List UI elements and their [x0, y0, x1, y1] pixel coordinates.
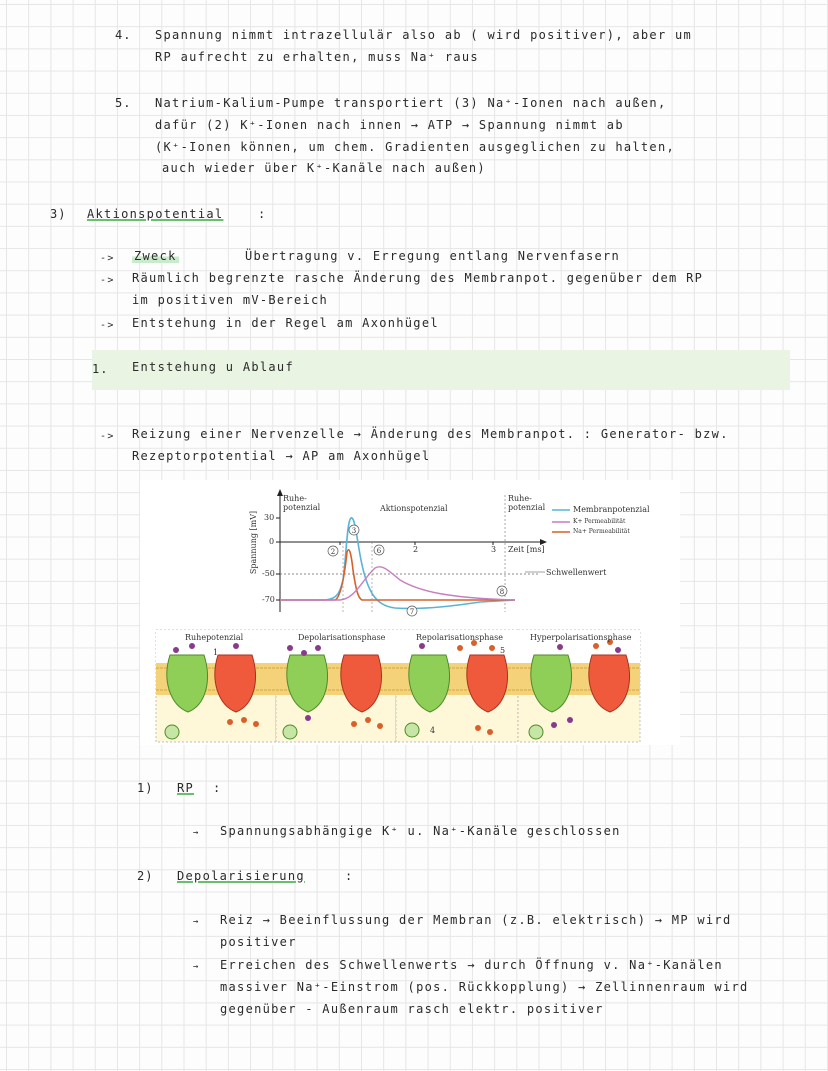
phase-aktion: Aktionspotenzial — [380, 504, 448, 513]
legend-k: K+ Permeabilität — [573, 518, 626, 525]
marker-2-label: 2 — [330, 548, 336, 556]
x-tick-label-3: 3 — [491, 545, 497, 554]
sub2-bullet-2-line-3: gegenüber - Außenraum rasch elektr. positiver — [220, 1002, 604, 1016]
sub1-arrow: → — [193, 828, 200, 838]
subsection-2-number: 2) — [137, 869, 154, 883]
bullet-3: Entstehung in der Regel am Axonhügel — [132, 316, 439, 330]
na-permeability-curve — [280, 550, 515, 600]
y-tick-label-minus50: -50 — [262, 569, 275, 578]
legend-mp: Membranpotenzial — [573, 505, 650, 514]
bullet-2-line-2: im positiven mV-Bereich — [132, 293, 329, 307]
x-tick-label-2: 2 — [413, 545, 419, 554]
y-tick-label-0: 0 — [269, 537, 275, 546]
item-5-line-3: (K⁺-Ionen können, um chem. Gradienten ausgeglichen zu halten, — [155, 140, 676, 154]
reiz-line-1: Reizung einer Nervenzelle → Änderung des Membranpot. : Generator- bzw. — [132, 427, 729, 441]
bullet-arrow-1: -> — [100, 253, 115, 264]
phase-ruhe-right: Ruhe- potenzial — [508, 494, 546, 512]
phase-ruhe-left: Ruhe- potenzial — [283, 494, 321, 512]
subsection-2-colon: : — [345, 869, 354, 883]
section-3-colon: : — [258, 207, 267, 221]
bullet-2-line-1: Räumlich begrenzte rasche Änderung des Membranpot. gegenüber dem RP — [132, 271, 704, 285]
sub2-bullet-2-line-1: Erreichen des Schwellenwerts → durch Öffnung v. Na⁺-Kanälen — [220, 958, 723, 972]
marker-6-label: 6 — [376, 547, 382, 555]
marker-8-label: 8 — [499, 588, 505, 596]
sub2-arrow-2: → — [193, 962, 200, 972]
threshold-label: Schwellenwert — [546, 568, 607, 577]
y-tick-label-minus70: -70 — [262, 595, 275, 604]
marker-1: 1 — [213, 648, 219, 657]
item-5-number: 5. — [115, 96, 132, 110]
marker-4: 4 — [430, 726, 436, 735]
bullet-zweck-text: Übertragung v. Erregung entlang Nervenfasern — [245, 249, 621, 263]
marker-5: 5 — [500, 646, 506, 655]
panel-label-hyper: Hyperpolarisationsphase — [530, 633, 632, 642]
y-axis-label: Spannung [mV] — [249, 510, 259, 575]
bullet-arrow-2: -> — [100, 275, 115, 286]
bullet-zweck-label: Zweck — [134, 249, 177, 263]
action-potential-figure — [140, 480, 680, 745]
item-4-line-1: Spannung nimmt intrazellulär also ab ( wird positiver), aber um — [155, 28, 693, 42]
subsection-2-title: Depolarisierung — [177, 869, 305, 883]
item-4-number: 4. — [115, 28, 132, 42]
subsection-1-title: RP — [177, 781, 195, 795]
item-5-line-1: Natrium-Kalium-Pumpe transportiert (3) Na⁺-Ionen nach außen, — [155, 96, 667, 110]
subsection-1-number: 1) — [137, 781, 154, 795]
panel-label-repol: Repolarisationsphase — [416, 633, 504, 642]
k-permeability-curve — [280, 567, 515, 600]
section-3-number: 3) — [50, 207, 67, 221]
item-4-line-2: RP aufrecht zu erhalten, muss Na⁺ raus — [155, 50, 479, 64]
bullet-arrow-4: -> — [100, 431, 115, 442]
reiz-line-2: Rezeptorpotential → AP am Axonhügel — [132, 449, 431, 463]
subheading-1-title: Entstehung u Ablauf — [132, 360, 294, 374]
sub2-bullet-1-line-1: Reiz → Beeinflussung der Membran (z.B. elektrisch) → MP wird — [220, 913, 732, 927]
membrane-potential-curve — [280, 518, 515, 609]
marker-7-label: 7 — [409, 608, 415, 616]
subheading-1-number: 1. — [92, 362, 109, 376]
legend-na: Na+ Permeabilität — [573, 528, 630, 535]
x-axis-label: Zeit [ms] — [508, 545, 545, 554]
item-5-line-4: auch wieder über K⁺-Kanäle nach außen) — [162, 161, 486, 175]
bullet-arrow-3: -> — [100, 320, 115, 331]
sub2-bullet-2-line-2: massiver Na⁺-Einstrom (pos. Rückkopplung) → Zellinnenraum wird — [220, 980, 749, 994]
subsection-1-text: Spannungsabhängige K⁺ u. Na⁺-Kanäle geschlossen — [220, 824, 621, 838]
panel-label-depol: Depolarisationsphase — [298, 633, 386, 642]
sub2-arrow-1: → — [193, 917, 200, 927]
sub2-bullet-1-line-2: positiver — [220, 935, 297, 949]
y-tick-label-30: 30 — [264, 513, 275, 522]
section-3-title: Aktionspotential — [87, 207, 224, 221]
item-5-line-2: dafür (2) K⁺-Ionen nach innen → ATP → Spannung nimmt ab — [155, 118, 624, 132]
panel-label-ruhe: Ruhepotenzial — [185, 633, 244, 642]
marker-3-label: 3 — [351, 527, 357, 535]
subsection-1-colon: : — [213, 781, 222, 795]
